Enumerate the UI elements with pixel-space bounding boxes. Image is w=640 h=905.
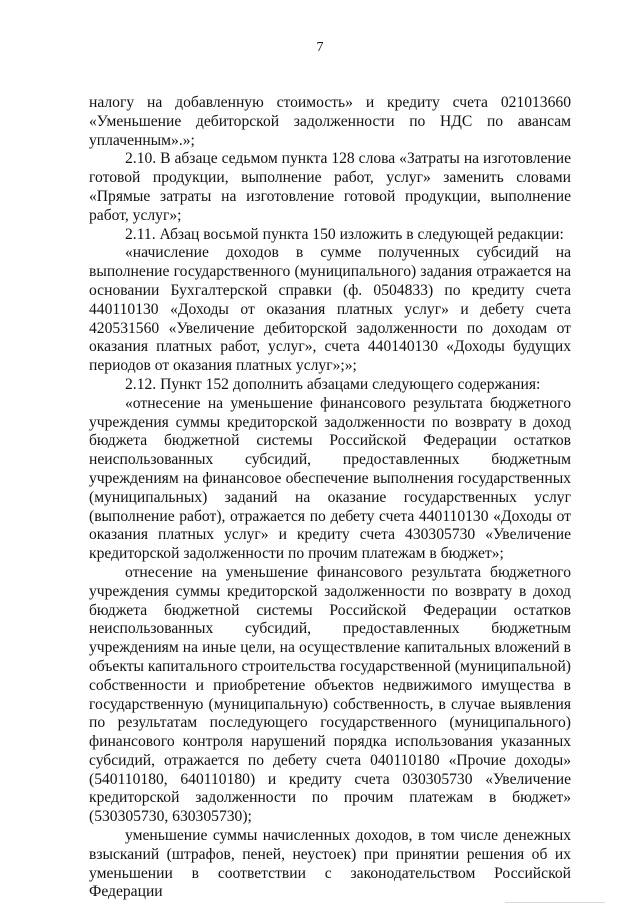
paragraph-2-12-third: уменьшение суммы начисленных доходов, в том числе денежных взысканий (штрафов, пеней, неустоек) при принятии решения об их уменьшении в соответствии с законодательством Российской Федерации (89, 827, 571, 901)
paragraph-2-12-first: «отнесение на уменьшение финансового результата бюджетного учреждения суммы кредиторской задолженности по возврату в доход бюджета бюджетной системы Российской Федерации остатков неиспользованных субсидий, предоставленных бюджетным учреждениям на финансовое обеспечение выполнения государственных (муниципальных) заданий на оказание государственных услуг (выполнение работ), отражается по дебету счета 440110130 «Доходы от оказания платных услуг» и кредиту счета 430305730 «Увеличение кредиторской задолженности по прочим платежам в бюджет»; (89, 394, 571, 563)
paragraph-2-11: 2.11. Абзац восьмой пункта 150 изложить в следующей редакции: (125, 225, 564, 243)
paragraph-2-12: 2.12. Пункт 152 дополнить абзацами следующего содержания: (125, 375, 541, 393)
page-number: 7 (316, 40, 324, 55)
document-body (89, 94, 571, 902)
paragraph-2-12-second: отнесение на уменьшение финансового результата бюджетного учреждения суммы кредиторской задолженности по возврату в доход бюджета бюджетной системы Российской Федерации остатков неиспользованных субсидий, предоставленных бюджетным учреждениям на иные цели, на осуществление капитальных вложений в объекты капитального строительства государственной (муниципальной) собственности и приобретение объектов недвижимого имущества в государственную (муниципальную) собственность, в случае выявления по результатам последующего государственного (муниципального) финансового контроля нарушений порядка использования указанных субсидий, отражается по дебету счета 040110180 «Прочие доходы» (540110180, 640110180) и кредиту счета 030305730 «Увеличение кредиторской задолженности по прочим платежам в бюджет» (530305730, 630305730); (89, 563, 571, 826)
paragraph-2-11-text: «начисление доходов в сумме полученных субсидий на выполнение государственного (муниципального) задания отражается на основании Бухгалтерской справки (ф. 0504833) по кредиту счета 440110130 «Доходы от оказания платных услуг» и дебету счета 420531560 «Увеличение дебиторской задолженности по доходам от оказания платных работ, услуг», счета 440140130 «Доходы будущих периодов от оказания платных услуг»;»; (89, 244, 571, 375)
page-edge-line (505, 902, 605, 903)
paragraph-2-10: 2.10. В абзаце седьмом пункта 128 слова «Затраты на изготовление готовой продукции, выполнение работ, услуг» заменить словами «Прямые затраты на изготовление готовой продукции, выполнение работ, услуг»; (89, 150, 571, 224)
paragraph-vat-continuation: налогу на добавленную стоимость» и кредиту счета 021013660 «Уменьшение дебиторской задолженности по НДС по авансам уплаченным».»; (89, 94, 571, 149)
